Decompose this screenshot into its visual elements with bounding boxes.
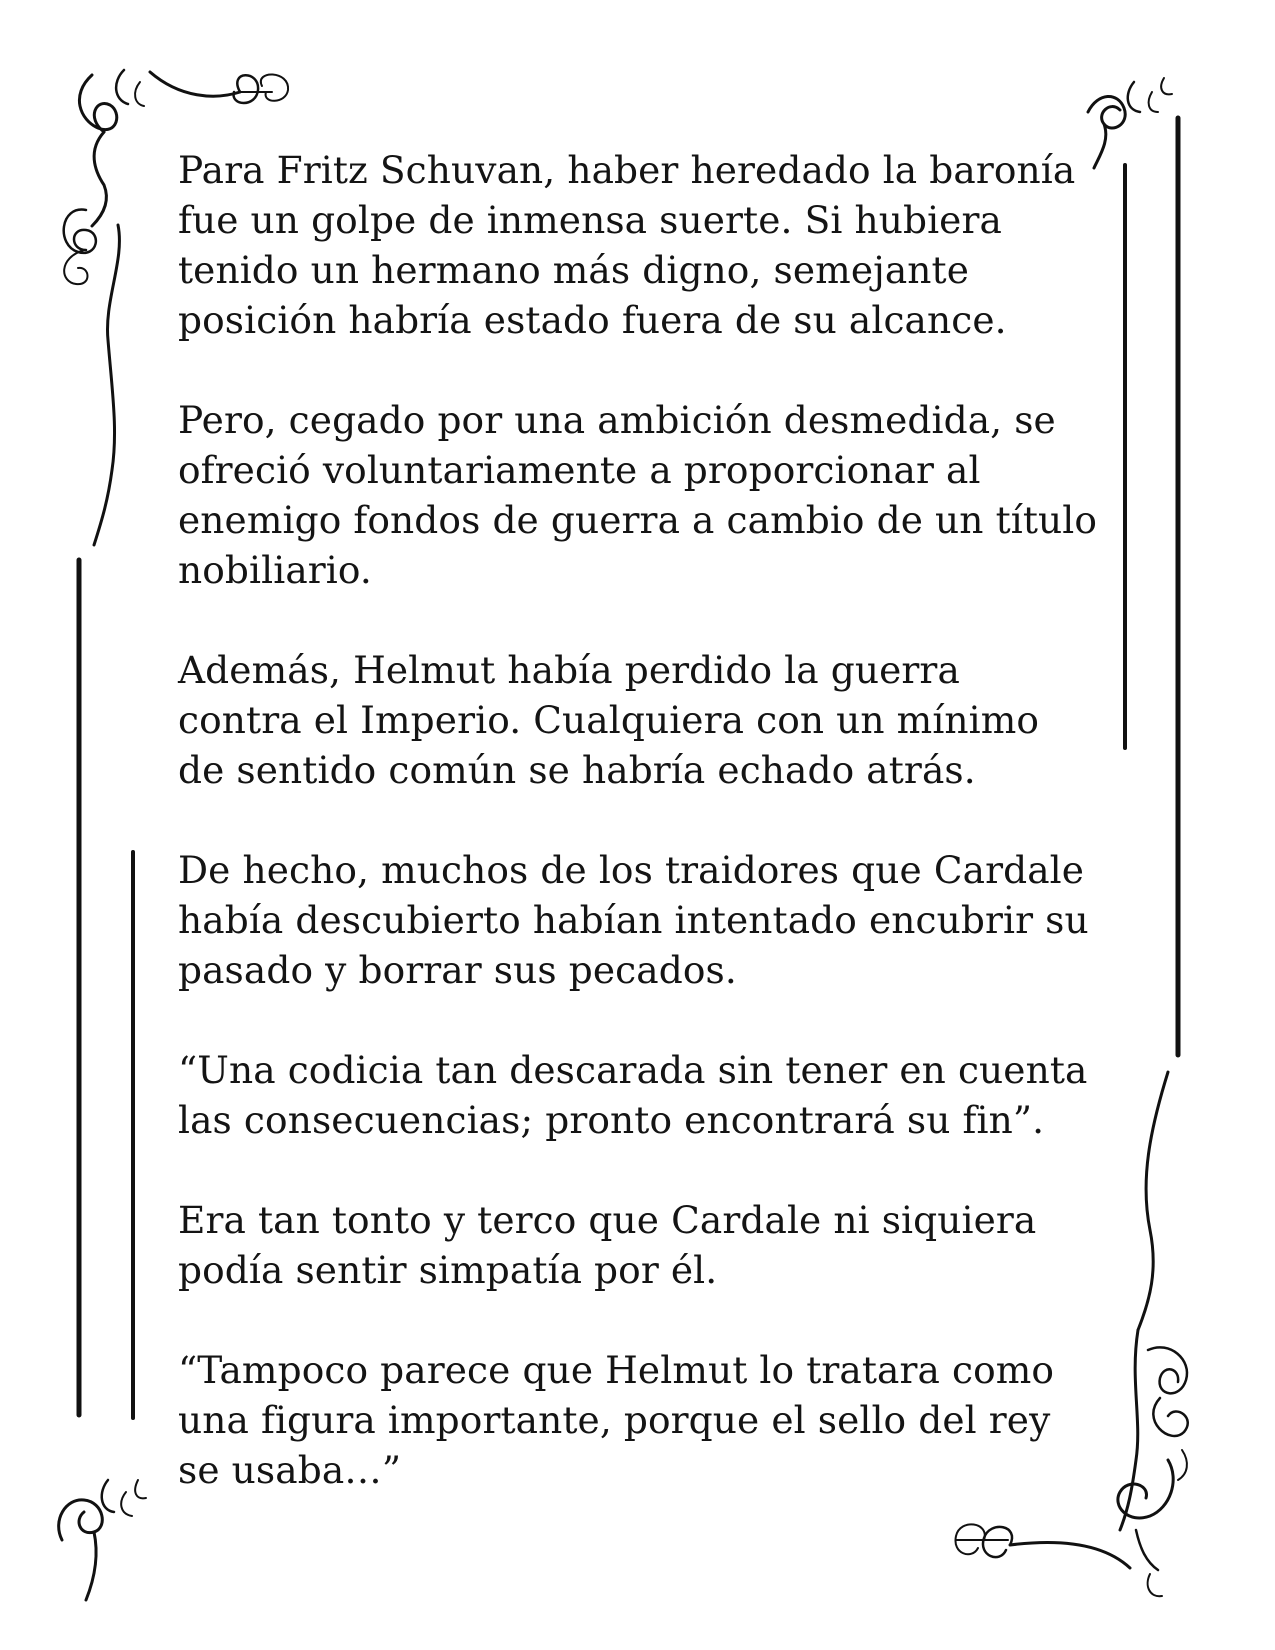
text-line: una figura importante, porque el sello del rey — [178, 1398, 1051, 1442]
text-line: podía sentir simpatía por él. — [178, 1248, 718, 1292]
text-line: tenido un hermano más digno, semejante — [178, 248, 970, 292]
text-line: las consecuencias; pronto encontrará su fin”. — [178, 1098, 1045, 1142]
paragraph-5 — [178, 1045, 1108, 1145]
text-line: nobiliario. — [178, 548, 372, 592]
text-line: posición habría estado fuera de su alcance. — [178, 298, 1007, 342]
text-line: “Una codicia tan descarada sin tener en cuenta — [178, 1048, 1088, 1092]
paragraph-1 — [178, 145, 1108, 345]
text-line: Para Fritz Schuvan, haber heredado la baronía — [178, 148, 1076, 192]
text-line: contra el Imperio. Cualquiera con un mínimo — [178, 698, 1040, 742]
text-line: Pero, cegado por una ambición desmedida, se — [178, 398, 1056, 442]
text-line: se usaba…” — [178, 1448, 402, 1492]
paragraph-3 — [178, 645, 1108, 795]
paragraph-7 — [178, 1345, 1108, 1495]
text-line: ofreció voluntariamente a proporcionar al — [178, 448, 981, 492]
text-line: “Tampoco parece que Helmut lo tratara como — [178, 1348, 1055, 1392]
text-line: De hecho, muchos de los traidores que Cardale — [178, 848, 1085, 892]
text-line: Era tan tonto y terco que Cardale ni siquiera — [178, 1198, 1037, 1242]
text-line: enemigo fondos de guerra a cambio de un título — [178, 498, 1098, 542]
bottom-left-flourish-icon — [59, 1480, 146, 1600]
text-line: pasado y borrar sus pecados. — [178, 948, 737, 992]
page-text — [178, 145, 1108, 1545]
text-line: fue un golpe de inmensa suerte. Si hubiera — [178, 198, 1002, 242]
text-line: Además, Helmut había perdido la guerra — [178, 648, 960, 692]
text-line: había descubierto habían intentado encubrir su — [178, 898, 1089, 942]
paragraph-2 — [178, 395, 1108, 595]
paragraph-6 — [178, 1195, 1108, 1295]
text-line: de sentido común se habría echado atrás. — [178, 748, 976, 792]
paragraph-4 — [178, 845, 1108, 995]
